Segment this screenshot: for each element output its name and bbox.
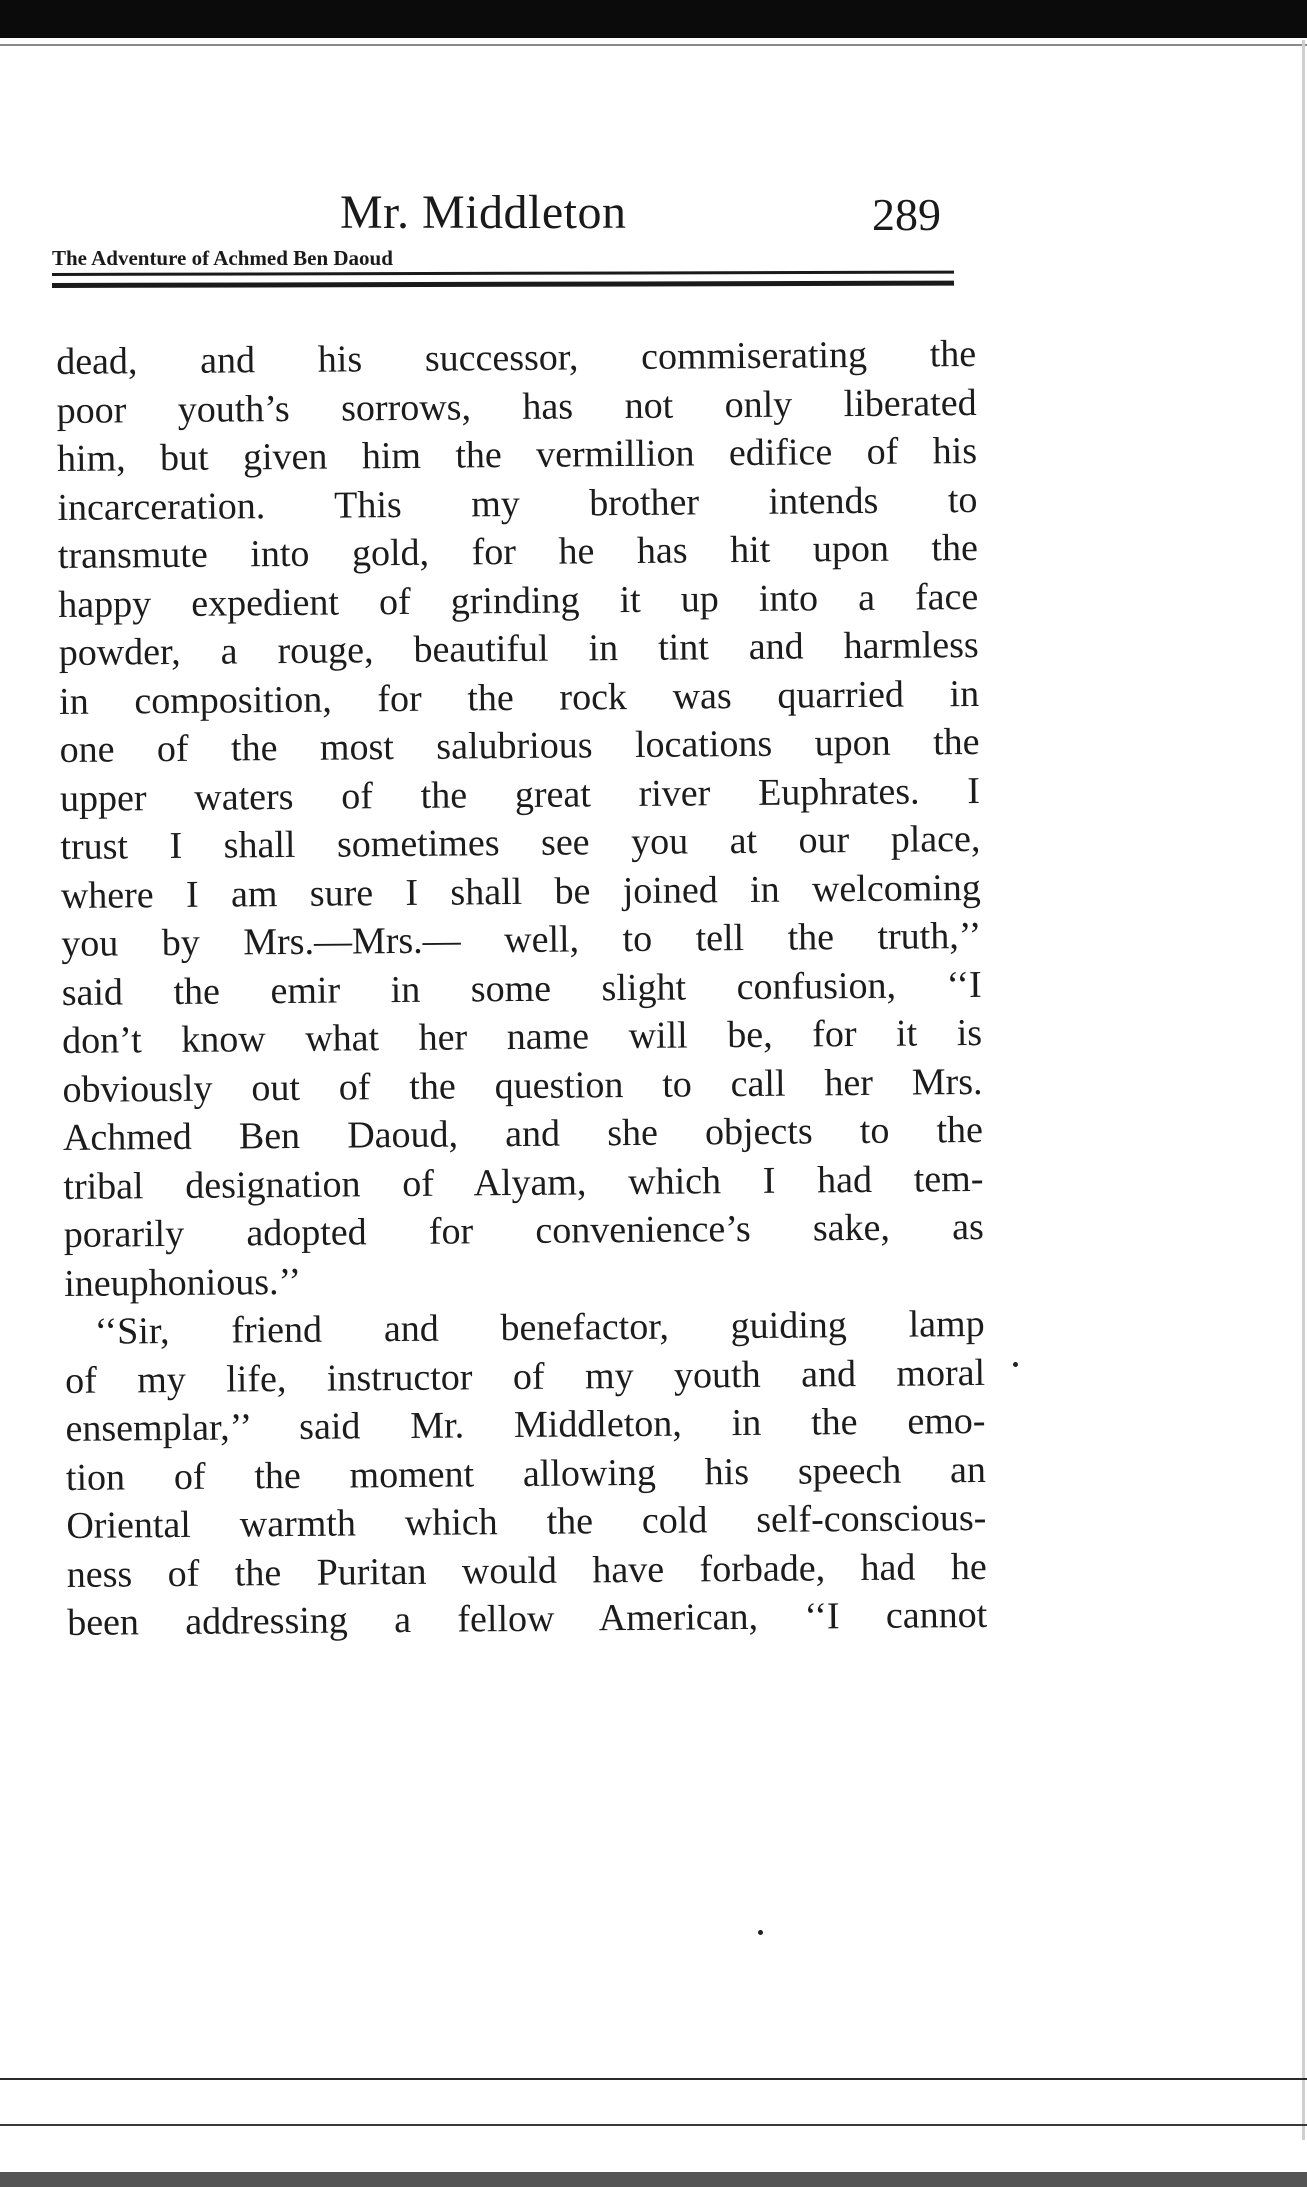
text-line: obviously out of the question to call her Mrs. — [62, 1060, 983, 1111]
body-text — [56, 330, 987, 1647]
text-line: ineuphonious.’’ — [64, 1260, 302, 1305]
scan-speck — [758, 1930, 763, 1935]
text-line: incarceration. This my brother intends to — [57, 478, 978, 529]
scan-right-edge — [1302, 40, 1305, 2140]
text-line: poor youth’s sorrows, has not only liberated — [56, 381, 977, 432]
text-line: you by Mrs.—Mrs.— well, to tell the truth,’’ — [61, 914, 982, 965]
scan-top-rule — [0, 44, 1307, 46]
page-number: 289 — [872, 189, 941, 240]
scan-speck — [1013, 1362, 1018, 1367]
text-line: of my life, instructor of my youth and moral — [64, 1351, 986, 1402]
text-line: said the emir in some slight confusion, ‘‘I — [61, 963, 982, 1014]
text-line: in composition, for the rock was quarried in — [58, 672, 980, 723]
header-rule-thin — [52, 271, 954, 276]
text-line: happy expedient of grinding it up into a face — [58, 575, 979, 626]
text-line: been addressing a fellow American, ‘‘I cannot — [67, 1593, 988, 1644]
text-line: dead, and his successor, commiserating the — [56, 332, 977, 383]
text-line: ‘‘Sir, friend and benefactor, guiding lamp — [94, 1302, 985, 1353]
chapter-title: The Adventure of Achmed Ben Daoud — [52, 246, 393, 270]
scan-top-edge — [0, 0, 1307, 38]
text-line: tribal designation of Alyam, which I had tem- — [63, 1157, 984, 1208]
text-line: him, but given him the vermillion edifice of his — [56, 429, 978, 480]
text-line: Oriental warmth which the cold self-conscious- — [66, 1496, 987, 1547]
scan-bottom-rule — [0, 2124, 1307, 2126]
text-line: powder, a rouge, beautiful in tint and harmless — [58, 623, 979, 674]
header-rule-thick — [52, 281, 954, 288]
scan-bottom-rule — [0, 2078, 1307, 2080]
text-line: don’t know what her name will be, for it is — [61, 1011, 983, 1062]
text-line: upper waters of the great river Euphrates. I — [59, 769, 981, 820]
text-line: trust I shall sometimes see you at our place, — [60, 817, 981, 868]
text-line: one of the most salubrious locations upon the — [59, 720, 980, 771]
scan-bottom-edge — [0, 2172, 1307, 2187]
text-line: where I am sure I shall be joined in welcoming — [60, 866, 982, 917]
text-line: porarily adopted for convenience’s sake, as — [63, 1205, 984, 1256]
text-line: ness of the Puritan would have forbade, had he — [66, 1545, 987, 1596]
text-line: tion of the moment allowing his speech an — [65, 1448, 987, 1499]
text-line: Achmed Ben Daoud, and she objects to the — [62, 1108, 984, 1159]
text-line: transmute into gold, for he has hit upon the — [57, 526, 979, 577]
running-title: Mr. Middleton — [340, 186, 627, 239]
text-line: ensemplar,’’ said Mr. Middleton, in the emo- — [65, 1399, 986, 1450]
